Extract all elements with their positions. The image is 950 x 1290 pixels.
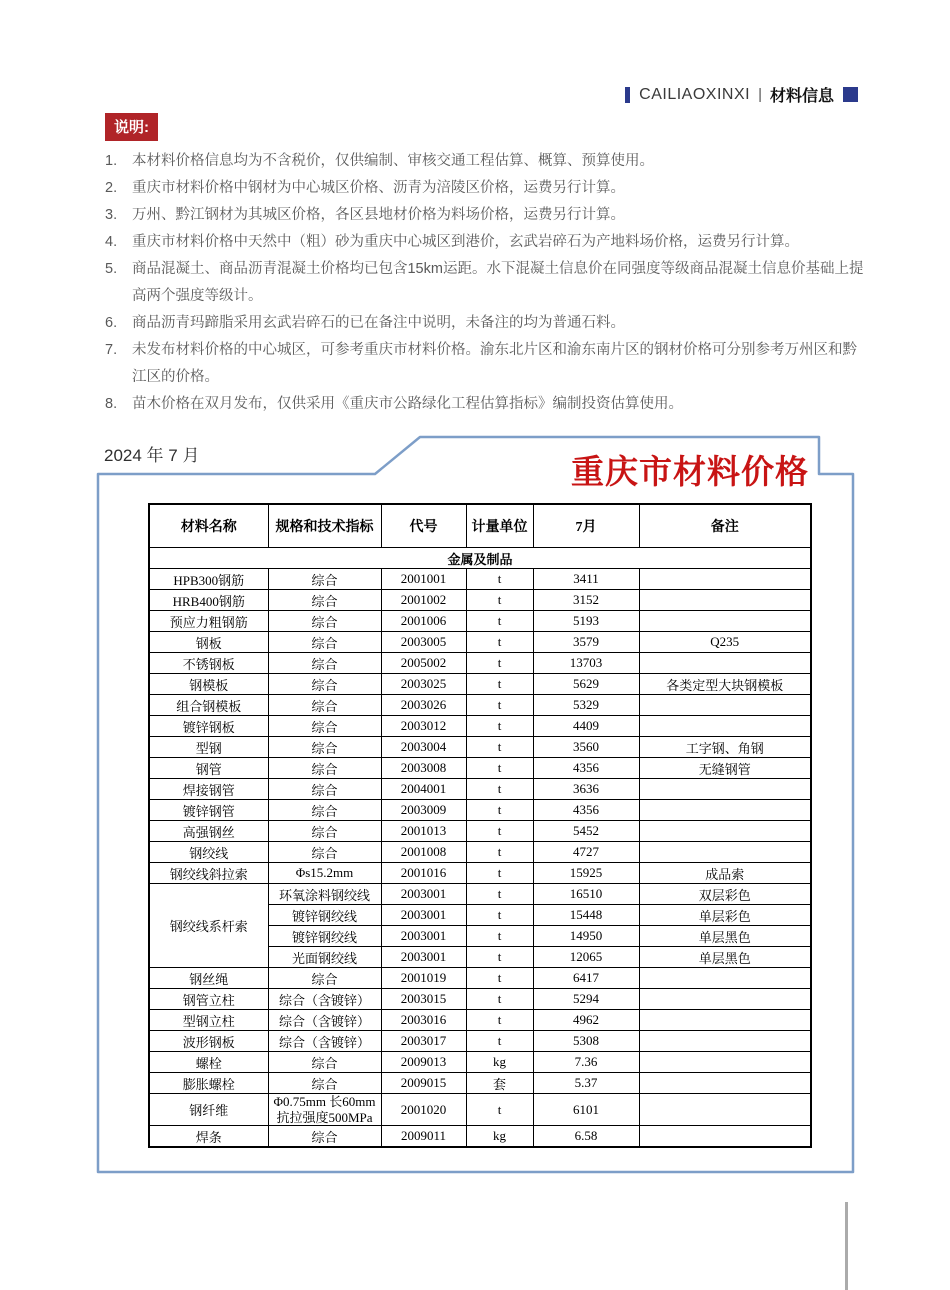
table-row [149,737,811,758]
note-text: 万州、黔江钢材为其城区价格，各区县地材价格为料场价格，运费另行计算。 [132,207,625,223]
price-table-body [149,548,811,1148]
code-cell: 2001019 [381,968,466,989]
table-row [149,800,811,821]
remark-cell: 单层黑色 [639,926,811,947]
remark-cell [639,1010,811,1031]
table-row [149,569,811,590]
table-row [149,1073,811,1094]
price-cell: 6417 [533,968,639,989]
price-cell: 12065 [533,947,639,968]
price-cell: 5.37 [533,1073,639,1094]
unit-cell: kg [466,1052,533,1073]
note-item [105,202,869,229]
code-cell: 2003017 [381,1031,466,1052]
remark-cell [639,842,811,863]
remark-cell [639,989,811,1010]
spec-cell: 环氧涂料钢绞线 [268,884,381,905]
material-name-cell: 钢绞线斜拉索 [149,863,268,884]
unit-cell: t [466,779,533,800]
material-name-cell: HRB400钢筋 [149,590,268,611]
unit-cell: t [466,695,533,716]
note-item [105,229,869,256]
remark-cell: 单层黑色 [639,947,811,968]
spec-cell: 综合 [268,653,381,674]
masthead-square-icon [843,87,858,102]
remark-cell: 各类定型大块钢模板 [639,674,811,695]
code-cell: 2005002 [381,653,466,674]
spec-cell: 综合（含镀锌） [268,989,381,1010]
code-cell: 2001020 [381,1094,466,1126]
note-number: 3. [105,207,118,223]
col-header-material: 材料名称 [149,504,268,548]
unit-cell: t [466,989,533,1010]
unit-cell: 套 [466,1073,533,1094]
code-cell: 2003001 [381,926,466,947]
material-group-cell: 钢绞线系杆索 [149,884,268,968]
note-item [105,310,869,337]
price-cell: 4727 [533,842,639,863]
code-cell: 2003005 [381,632,466,653]
remark-cell: 双层彩色 [639,884,811,905]
remark-cell [639,1052,811,1073]
note-text: 未发布材料价格的中心城区，可参考重庆市材料价格。渝东北片区和渝东南片区的钢材价格可分别参考万州区和黔江区的价格。 [132,342,857,385]
note-item [105,337,869,391]
table-row [149,779,811,800]
code-cell: 2001008 [381,842,466,863]
price-cell: 6.58 [533,1126,639,1148]
table-row [149,758,811,779]
note-item [105,148,869,175]
remark-cell: 成品索 [639,863,811,884]
table-row [149,842,811,863]
remark-cell [639,1126,811,1148]
price-cell: 4356 [533,758,639,779]
code-cell: 2003016 [381,1010,466,1031]
unit-cell: t [466,842,533,863]
material-name-cell: 钢板 [149,632,268,653]
unit-cell: t [466,569,533,590]
price-cell: 5193 [533,611,639,632]
remark-cell [639,695,811,716]
note-item [105,391,869,418]
price-cell: 5629 [533,674,639,695]
price-cell: 4962 [533,1010,639,1031]
price-cell: 4409 [533,716,639,737]
spec-cell: 光面钢绞线 [268,947,381,968]
code-cell: 2003001 [381,905,466,926]
material-name-cell: 型钢立柱 [149,1010,268,1031]
remark-cell: Q235 [639,632,811,653]
unit-cell: t [466,821,533,842]
unit-cell: t [466,1031,533,1052]
price-cell: 5308 [533,1031,639,1052]
remark-cell [639,590,811,611]
unit-cell: t [466,968,533,989]
code-cell: 2001016 [381,863,466,884]
material-name-cell: 膨胀螺栓 [149,1073,268,1094]
note-text: 重庆市材料价格中天然中（粗）砂为重庆中心城区到港价，玄武岩碎石为产地料场价格，运费另行计算。 [132,234,799,250]
masthead [625,83,858,106]
spec-cell: 镀锌钢绞线 [268,905,381,926]
table-row [149,611,811,632]
code-cell: 2003026 [381,695,466,716]
unit-cell: t [466,632,533,653]
material-name-cell: 镀锌钢管 [149,800,268,821]
price-cell: 5294 [533,989,639,1010]
price-cell: 3152 [533,590,639,611]
unit-cell: t [466,884,533,905]
table-row [149,1010,811,1031]
price-cell: 16510 [533,884,639,905]
material-name-cell: 不锈钢板 [149,653,268,674]
remark-cell [639,653,811,674]
remark-cell: 无缝钢管 [639,758,811,779]
table-row [149,674,811,695]
notes-list [105,148,869,418]
col-header-month: 7月 [533,504,639,548]
unit-cell: t [466,758,533,779]
material-name-cell: 钢丝绳 [149,968,268,989]
code-cell: 2001002 [381,590,466,611]
remark-cell [639,569,811,590]
material-name-cell: 预应力粗钢筋 [149,611,268,632]
code-cell: 2009011 [381,1126,466,1148]
spec-cell: 综合（含镀锌） [268,1010,381,1031]
price-cell: 3579 [533,632,639,653]
masthead-separator: | [758,86,762,103]
code-cell: 2003025 [381,674,466,695]
note-number: 4. [105,234,118,250]
unit-cell: t [466,716,533,737]
remark-cell: 工字钢、角钢 [639,737,811,758]
remark-cell [639,1073,811,1094]
remark-cell [639,779,811,800]
material-name-cell: 螺栓 [149,1052,268,1073]
remark-cell [639,716,811,737]
code-cell: 2003004 [381,737,466,758]
unit-cell: t [466,947,533,968]
code-cell: 2003008 [381,758,466,779]
spec-cell: 综合 [268,590,381,611]
unit-cell: t [466,590,533,611]
note-text: 苗木价格在双月发布，仅供采用《重庆市公路绿化工程估算指标》编制投资估算使用。 [132,396,683,412]
note-item [105,256,869,310]
unit-cell: t [466,926,533,947]
notes-label: 说明: [105,113,158,141]
period-label: 2024 年 7 月 [104,446,200,465]
note-number: 8. [105,396,118,412]
masthead-brand-latin: CAILIAOXINXI [639,85,751,103]
spec-cell: 综合 [268,779,381,800]
material-name-cell: 钢绞线 [149,842,268,863]
code-cell: 2003015 [381,989,466,1010]
masthead-bar-icon [625,87,630,103]
material-name-cell: 高强钢丝 [149,821,268,842]
code-cell: 2001001 [381,569,466,590]
code-cell: 2009015 [381,1073,466,1094]
note-text: 商品沥青玛蹄脂采用玄武岩碎石的已在备注中说明，未备注的均为普通石料。 [132,315,625,331]
sheet-title: 重庆市材料价格 [571,455,809,491]
col-header-remark: 备注 [639,504,811,548]
note-item [105,175,869,202]
table-row [149,884,811,905]
note-number: 1. [105,153,118,169]
note-text: 商品混凝土、商品沥青混凝土价格均已包含15km运距。水下混凝土信息价在同强度等级商品混凝土信息价基础上提高两个强度等级计。 [132,261,864,304]
code-cell: 2004001 [381,779,466,800]
table-row [149,632,811,653]
remark-cell [639,821,811,842]
note-number: 7. [105,342,118,358]
table-row [149,1031,811,1052]
spec-cell: 综合 [268,800,381,821]
spec-cell: 综合 [268,1073,381,1094]
spec-cell: 综合 [268,968,381,989]
section-header-row [149,548,811,569]
spec-cell: 综合 [268,632,381,653]
material-name-cell: 钢模板 [149,674,268,695]
remark-cell [639,1094,811,1126]
remark-cell [639,1031,811,1052]
code-cell: 2003009 [381,800,466,821]
note-text: 本材料价格信息均为不含税价，仅供编制、审核交通工程估算、概算、预算使用。 [132,153,654,169]
material-name-cell: 钢管 [149,758,268,779]
table-row [149,968,811,989]
material-name-cell: 镀锌钢板 [149,716,268,737]
spec-cell: 综合（含镀锌） [268,1031,381,1052]
material-name-cell: 焊条 [149,1126,268,1148]
table-header-row [149,504,811,548]
material-name-cell: 组合钢模板 [149,695,268,716]
col-header-spec: 规格和技术指标 [268,504,381,548]
unit-cell: t [466,611,533,632]
code-cell: 2001013 [381,821,466,842]
code-cell: 2003001 [381,884,466,905]
spec-cell: 综合 [268,569,381,590]
note-number: 5. [105,261,118,277]
section-header-cell: 金属及制品 [149,548,811,569]
unit-cell: t [466,905,533,926]
unit-cell: t [466,737,533,758]
unit-cell: t [466,653,533,674]
code-cell: 2001006 [381,611,466,632]
table-row [149,653,811,674]
spec-cell: 镀锌钢绞线 [268,926,381,947]
material-name-cell: 焊接钢管 [149,779,268,800]
table-row [149,1052,811,1073]
price-cell: 14950 [533,926,639,947]
unit-cell: t [466,1094,533,1126]
spec-cell: 综合 [268,758,381,779]
material-name-cell: 钢纤维 [149,1094,268,1126]
table-row [149,590,811,611]
masthead-brand-cn: 材料信息 [769,88,834,105]
note-text: 重庆市材料价格中钢材为中心城区价格、沥青为涪陵区价格，运费另行计算。 [132,180,625,196]
table-row [149,695,811,716]
table-row [149,863,811,884]
price-cell: 3411 [533,569,639,590]
unit-cell: kg [466,1126,533,1148]
table-row [149,821,811,842]
unit-cell: t [466,800,533,821]
price-cell: 5329 [533,695,639,716]
unit-cell: t [466,674,533,695]
unit-cell: t [466,1010,533,1031]
material-name-cell: 型钢 [149,737,268,758]
spec-cell: Φ0.75mm 长60mm抗拉强度500MPa [268,1094,381,1126]
material-name-cell: HPB300钢筋 [149,569,268,590]
price-cell: 3560 [533,737,639,758]
spec-cell: 综合 [268,695,381,716]
code-cell: 2003012 [381,716,466,737]
price-cell: 6101 [533,1094,639,1126]
spec-cell: 综合 [268,716,381,737]
table-row [149,1094,811,1126]
price-cell: 13703 [533,653,639,674]
price-cell: 7.36 [533,1052,639,1073]
price-cell: 3636 [533,779,639,800]
col-header-unit: 计量单位 [466,504,533,548]
price-table [148,503,812,1148]
spec-cell: 综合 [268,674,381,695]
spec-cell: 综合 [268,737,381,758]
spec-cell: 综合 [268,611,381,632]
material-name-cell: 钢管立柱 [149,989,268,1010]
spec-cell: 综合 [268,821,381,842]
price-cell: 4356 [533,800,639,821]
price-cell: 15448 [533,905,639,926]
spec-cell: Φs15.2mm [268,863,381,884]
price-cell: 5452 [533,821,639,842]
spec-cell: 综合 [268,1126,381,1148]
footer-divider-line [845,1202,848,1290]
note-number: 6. [105,315,118,331]
table-row [149,716,811,737]
col-header-code: 代号 [381,504,466,548]
spec-cell: 综合 [268,1052,381,1073]
remark-cell: 单层彩色 [639,905,811,926]
price-cell: 15925 [533,863,639,884]
remark-cell [639,611,811,632]
remark-cell [639,968,811,989]
table-row [149,1126,811,1148]
note-number: 2. [105,180,118,196]
code-cell: 2003001 [381,947,466,968]
table-row [149,989,811,1010]
remark-cell [639,800,811,821]
code-cell: 2009013 [381,1052,466,1073]
spec-cell: 综合 [268,842,381,863]
material-name-cell: 波形钢板 [149,1031,268,1052]
unit-cell: t [466,863,533,884]
